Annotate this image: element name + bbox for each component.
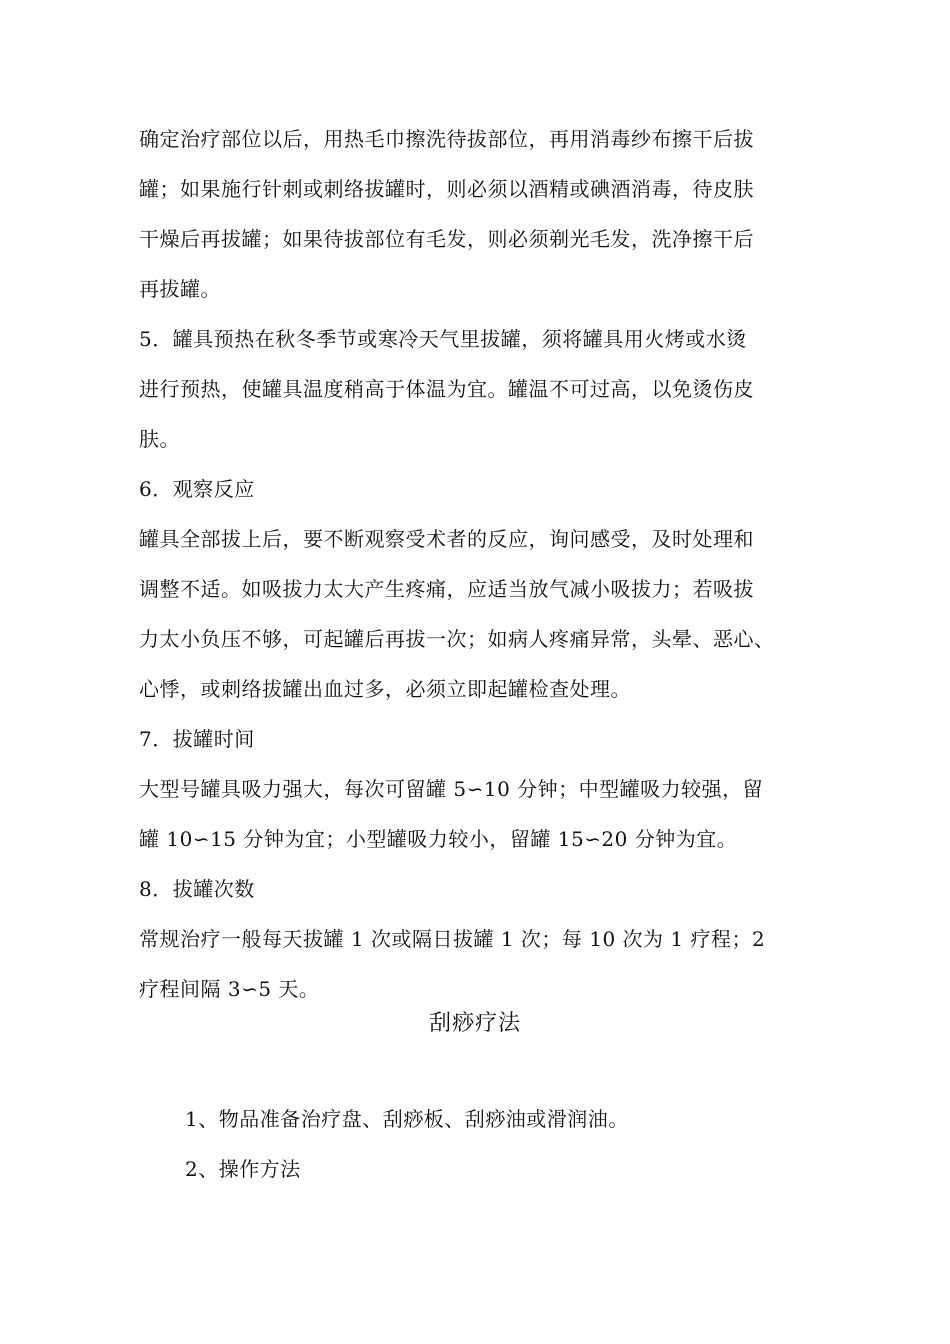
paragraph-line: 心悸，或刺络拔罐出血过多，必须立即起罐检查处理。: [139, 677, 631, 701]
section-heading-8: 8．拔罐次数: [139, 877, 255, 901]
section-heading-7: 7．拔罐时间: [139, 727, 255, 751]
paragraph-line: 罐 10∽15 分钟为宜；小型罐吸力较小，留罐 15∽20 分钟为宜。: [139, 827, 738, 851]
paragraph-line: 干燥后再拔罐；如果待拔部位有毛发，则必须剃光毛发，洗净擦干后: [139, 227, 754, 251]
paragraph-line: 罐具全部拔上后，要不断观察受术者的反应，询问感受，及时处理和: [139, 527, 754, 551]
paragraph-line: 疗程间隔 3∽5 天。: [139, 977, 320, 1001]
paragraph-line: 肤。: [139, 427, 180, 451]
paragraph-line: 罐；如果施行针刺或刺络拔罐时，则必须以酒精或碘酒消毒，待皮肤: [139, 177, 754, 201]
paragraph-line: 大型号罐具吸力强大，每次可留罐 5∽10 分钟；中型罐吸力较强，留: [139, 777, 764, 801]
paragraph-line: 进行预热，使罐具温度稍高于体温为宜。罐温不可过高，以免烫伤皮: [139, 377, 754, 401]
list-item: 1、物品准备治疗盘、刮痧板、刮痧油或滑润油。: [185, 1107, 629, 1131]
paragraph-line: 常规治疗一般每天拔罐 1 次或隔日拔罐 1 次；每 10 次为 1 疗程；2: [139, 927, 766, 951]
section-title: 刮痧疗法: [428, 1011, 521, 1036]
list-item: 2、操作方法: [185, 1157, 301, 1181]
paragraph-line: 确定治疗部位以后，用热毛巾擦洗待拔部位，再用消毒纱布擦干后拔: [139, 127, 754, 151]
section-heading-6: 6．观察反应: [139, 477, 255, 501]
paragraph-line: 再拔罐。: [139, 277, 221, 301]
paragraph-line: 调整不适。如吸拔力太大产生疼痛，应适当放气减小吸拔力；若吸拔: [139, 577, 754, 601]
paragraph-line: 力太小负压不够，可起罐后再拔一次；如病人疼痛异常，头晕、恶心、: [139, 627, 775, 651]
section-heading-5: 5．罐具预热在秋冬季节或寒冷天气里拔罐，须将罐具用火烤或水烫: [139, 327, 747, 351]
